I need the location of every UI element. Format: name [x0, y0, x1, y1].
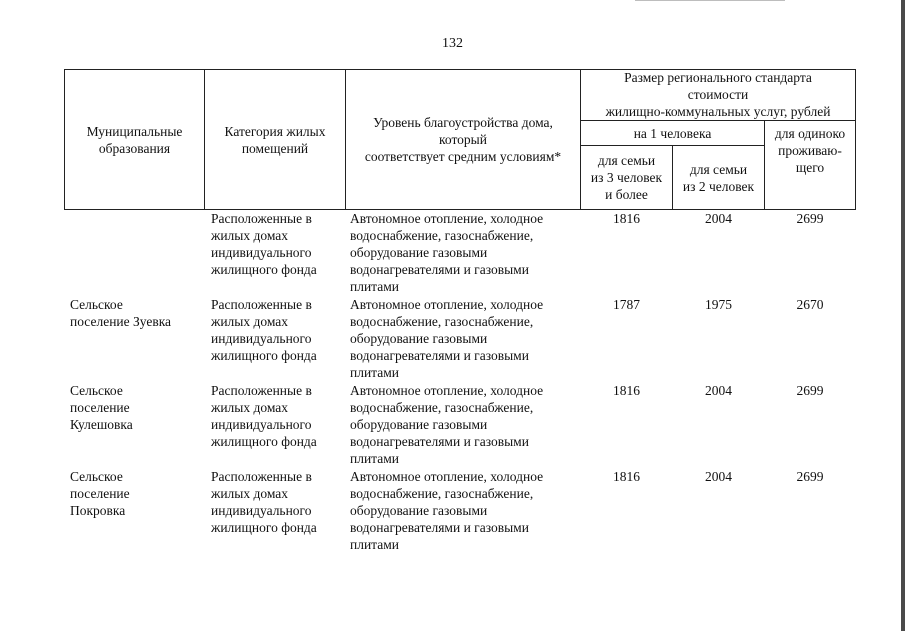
row-4-municipality: Сельское поселение Покровка — [70, 469, 130, 518]
row-3-family2: 2004 — [705, 383, 732, 398]
row-4-single: 2699 — [796, 469, 824, 484]
row-1-family2: 2004 — [705, 211, 732, 226]
row-4-category: Расположенные в жилых домах индивидуального жилищного фонда — [211, 469, 317, 535]
row-2-category: Расположенные в жилых домах индивидуального жилищного фонда — [211, 297, 317, 363]
row-3-level: Автономное отопление, холодное водоснабжение, газоснабжение, оборудование газовыми водонагревателями и газовыми плитами — [350, 383, 544, 466]
page-number: 132 — [442, 36, 463, 51]
row-2-single: 2670 — [796, 297, 824, 312]
header-single: для одиноко проживаю- щего — [774, 126, 846, 175]
row-1-level: Автономное отопление, холодное водоснабжение, газоснабжение, оборудование газовыми водонагревателями и газовыми плитами — [350, 211, 544, 294]
scan-edge-right — [901, 0, 905, 631]
row-2-municipality: Сельское поселение Зуевка — [70, 297, 172, 329]
header-per-person: на 1 человека — [633, 125, 712, 141]
row-4-family2: 2004 — [705, 469, 732, 484]
row-3-family3: 1816 — [613, 383, 640, 398]
header-family3: для семьи из 3 человек и более — [590, 153, 663, 202]
row-2-family2: 1975 — [705, 297, 732, 312]
header-level: Уровень благоустройства дома, который соответствует средним условиям* — [364, 115, 562, 164]
row-2-level: Автономное отопление, холодное водоснабжение, газоснабжение, оборудование газовыми водонагревателями и газовыми плитами — [350, 297, 544, 380]
header-category: Категория жилых помещений — [224, 123, 326, 156]
header-standard: Размер регионального стандарта стоимости жилищно-коммунальных услуг, рублей — [605, 70, 831, 119]
row-4-family3: 1816 — [613, 469, 640, 484]
row-1-family3: 1816 — [613, 211, 640, 226]
row-4-level: Автономное отопление, холодное водоснабжение, газоснабжение, оборудование газовыми водонагревателями и газовыми плитами — [350, 469, 544, 552]
header-municipality: Муниципальные образования — [86, 123, 183, 156]
row-3-municipality: Сельское поселение Кулешовка — [70, 383, 133, 432]
row-3-single: 2699 — [796, 383, 824, 398]
row-1-category: Расположенные в жилых домах индивидуального жилищного фонда — [211, 211, 317, 277]
scan-edge-top — [635, 0, 785, 1]
row-3-category: Расположенные в жилых домах индивидуального жилищного фонда — [211, 383, 317, 449]
header-family2: для семьи из 2 человек — [682, 161, 755, 194]
row-1-single: 2699 — [796, 211, 824, 226]
row-2-family3: 1787 — [613, 297, 640, 312]
